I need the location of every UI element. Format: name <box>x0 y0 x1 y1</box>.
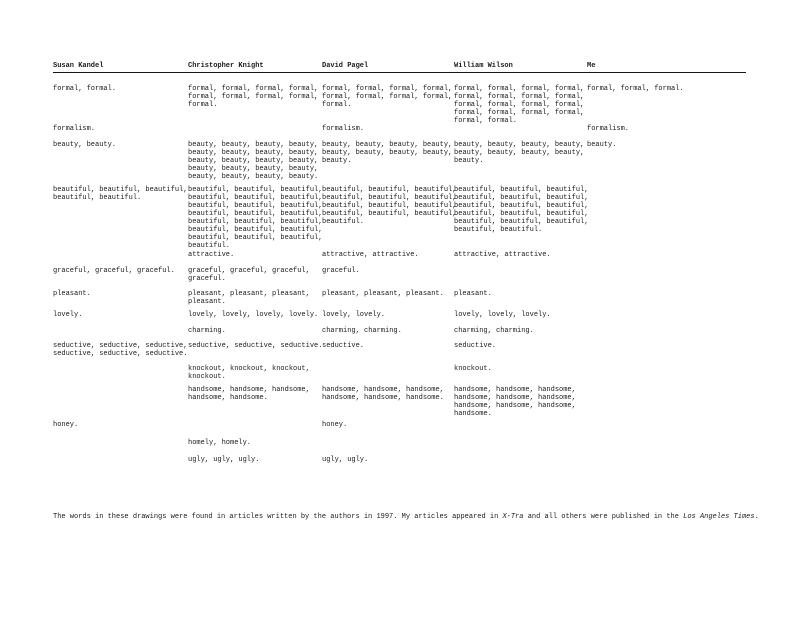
cell-knockout-william-wilson: knockout. <box>454 365 492 373</box>
cell-knockout-christopher-knight: knockout, knockout, knockout, knockout. <box>188 365 310 381</box>
cell-formal-christopher-knight: formal, formal, formal, formal, formal, formal, formal, formal, formal. <box>188 85 319 109</box>
cell-attractive-david-pagel: attractive, attractive. <box>322 251 419 259</box>
cell-honey-david-pagel: honey. <box>322 421 348 429</box>
cell-beauty-me: beauty. <box>587 141 617 149</box>
cell-graceful-david-pagel: graceful. <box>322 267 360 275</box>
cell-lovely-christopher-knight: lovely, lovely, lovely, lovely. <box>188 311 319 319</box>
cell-seductive-susan-kandel: seductive, seductive, seductive, seductive, seductive, seductive. <box>53 342 188 358</box>
cell-beautiful-christopher-knight: beautiful, beautiful, beautiful, beautiful, beautiful, beautiful, beautiful, beautiful, beautiful, beautiful, beautiful, beautiful, beautiful, beautiful, beautiful, beautiful, beautiful, beautiful, beautiful, beautiful, beautiful, beautiful. <box>188 186 323 250</box>
caption-text-post: . <box>754 513 759 521</box>
cell-pleasant-christopher-knight: pleasant, pleasant, pleasant, pleasant. <box>188 290 310 306</box>
cell-beauty-christopher-knight: beauty, beauty, beauty, beauty, beauty, beauty, beauty, beauty, beauty, beauty, beauty, beauty, beauty, beauty, beauty, beauty, beauty, beauty, beauty, beauty. <box>188 141 319 181</box>
cell-attractive-christopher-knight: attractive. <box>188 251 235 259</box>
cell-formal-susan-kandel: formal, formal. <box>53 85 117 93</box>
cell-ugly-david-pagel: ugly, ugly. <box>322 456 369 464</box>
cell-seductive-william-wilson: seductive. <box>454 342 497 350</box>
caption-publication-xtra: X-Tra <box>502 513 524 521</box>
cell-beautiful-david-pagel: beautiful, beautiful, beautiful, beautiful, beautiful, beautiful, beautiful, beautiful, beautiful, beautiful, beautiful, beautiful, beautiful. <box>322 186 457 226</box>
cell-handsome-david-pagel: handsome, handsome, handsome, handsome, handsome, handsome. <box>322 386 444 402</box>
column-header-christopher-knight: Christopher Knight <box>188 62 264 70</box>
header-underline <box>53 72 746 73</box>
column-header-susan-kandel: Susan Kandel <box>53 62 104 70</box>
cell-charming-david-pagel: charming, charming. <box>322 327 402 335</box>
caption-text-pre: The words in these drawings were found in articles written by the authors in 1997. My articles appeared in <box>53 513 503 521</box>
column-header-me: Me <box>587 62 596 70</box>
cell-formalism-me: formalism. <box>587 125 630 133</box>
cell-seductive-david-pagel: seductive. <box>322 342 365 350</box>
cell-attractive-william-wilson: attractive, attractive. <box>454 251 551 259</box>
cell-lovely-susan-kandel: lovely. <box>53 311 83 319</box>
cell-lovely-david-pagel: lovely, lovely. <box>322 311 386 319</box>
cell-charming-william-wilson: charming, charming. <box>454 327 534 335</box>
cell-beauty-william-wilson: beauty, beauty, beauty, beauty, beauty, beauty, beauty, beauty, beauty. <box>454 141 585 165</box>
cell-formalism-david-pagel: formalism. <box>322 125 365 133</box>
caption <box>53 513 793 521</box>
cell-lovely-william-wilson: lovely, lovely, lovely. <box>454 311 551 319</box>
cell-formal-me: formal, formal, formal. <box>587 85 684 93</box>
caption-publication-la-times: Los Angeles Times <box>683 513 755 521</box>
cell-beauty-david-pagel: beauty, beauty, beauty, beauty, beauty, beauty, beauty, beauty, beauty. <box>322 141 453 165</box>
cell-pleasant-david-pagel: pleasant, pleasant, pleasant. <box>322 290 444 298</box>
cell-beautiful-susan-kandel: beautiful, beautiful, beautiful, beautiful, beautiful. <box>53 186 188 202</box>
cell-pleasant-william-wilson: pleasant. <box>454 290 492 298</box>
cell-beauty-susan-kandel: beauty, beauty. <box>53 141 117 149</box>
cell-formal-william-wilson: formal, formal, formal, formal, formal, formal, formal, formal, formal, formal, formal, formal, formal, formal, formal, formal, formal, formal. <box>454 85 585 125</box>
cell-graceful-susan-kandel: graceful, graceful, graceful. <box>53 267 175 275</box>
cell-pleasant-susan-kandel: pleasant. <box>53 290 91 298</box>
cell-charming-christopher-knight: charming. <box>188 327 226 335</box>
cell-graceful-christopher-knight: graceful, graceful, graceful, graceful. <box>188 267 310 283</box>
cell-homely-christopher-knight: homely, homely. <box>188 439 252 447</box>
cell-formalism-susan-kandel: formalism. <box>53 125 96 133</box>
cell-handsome-william-wilson: handsome, handsome, handsome, handsome, handsome, handsome, handsome, handsome, handsome, handsome. <box>454 386 576 418</box>
cell-seductive-christopher-knight: seductive, seductive, seductive. <box>188 342 323 350</box>
cell-honey-susan-kandel: honey. <box>53 421 79 429</box>
cell-beautiful-william-wilson: beautiful, beautiful, beautiful, beautiful, beautiful, beautiful, beautiful, beautiful, beautiful, beautiful, beautiful, beautiful, beautiful, beautiful, beautiful, beautiful, beautiful. <box>454 186 589 234</box>
cell-formal-david-pagel: formal, formal, formal, formal, formal, formal, formal, formal, formal. <box>322 85 453 109</box>
cell-handsome-christopher-knight: handsome, handsome, handsome, handsome, handsome. <box>188 386 310 402</box>
column-header-david-pagel: David Pagel <box>322 62 369 70</box>
caption-text-mid: and all others were published in the <box>523 513 684 521</box>
column-header-william-wilson: William Wilson <box>454 62 513 70</box>
cell-ugly-christopher-knight: ugly, ugly, ugly. <box>188 456 260 464</box>
